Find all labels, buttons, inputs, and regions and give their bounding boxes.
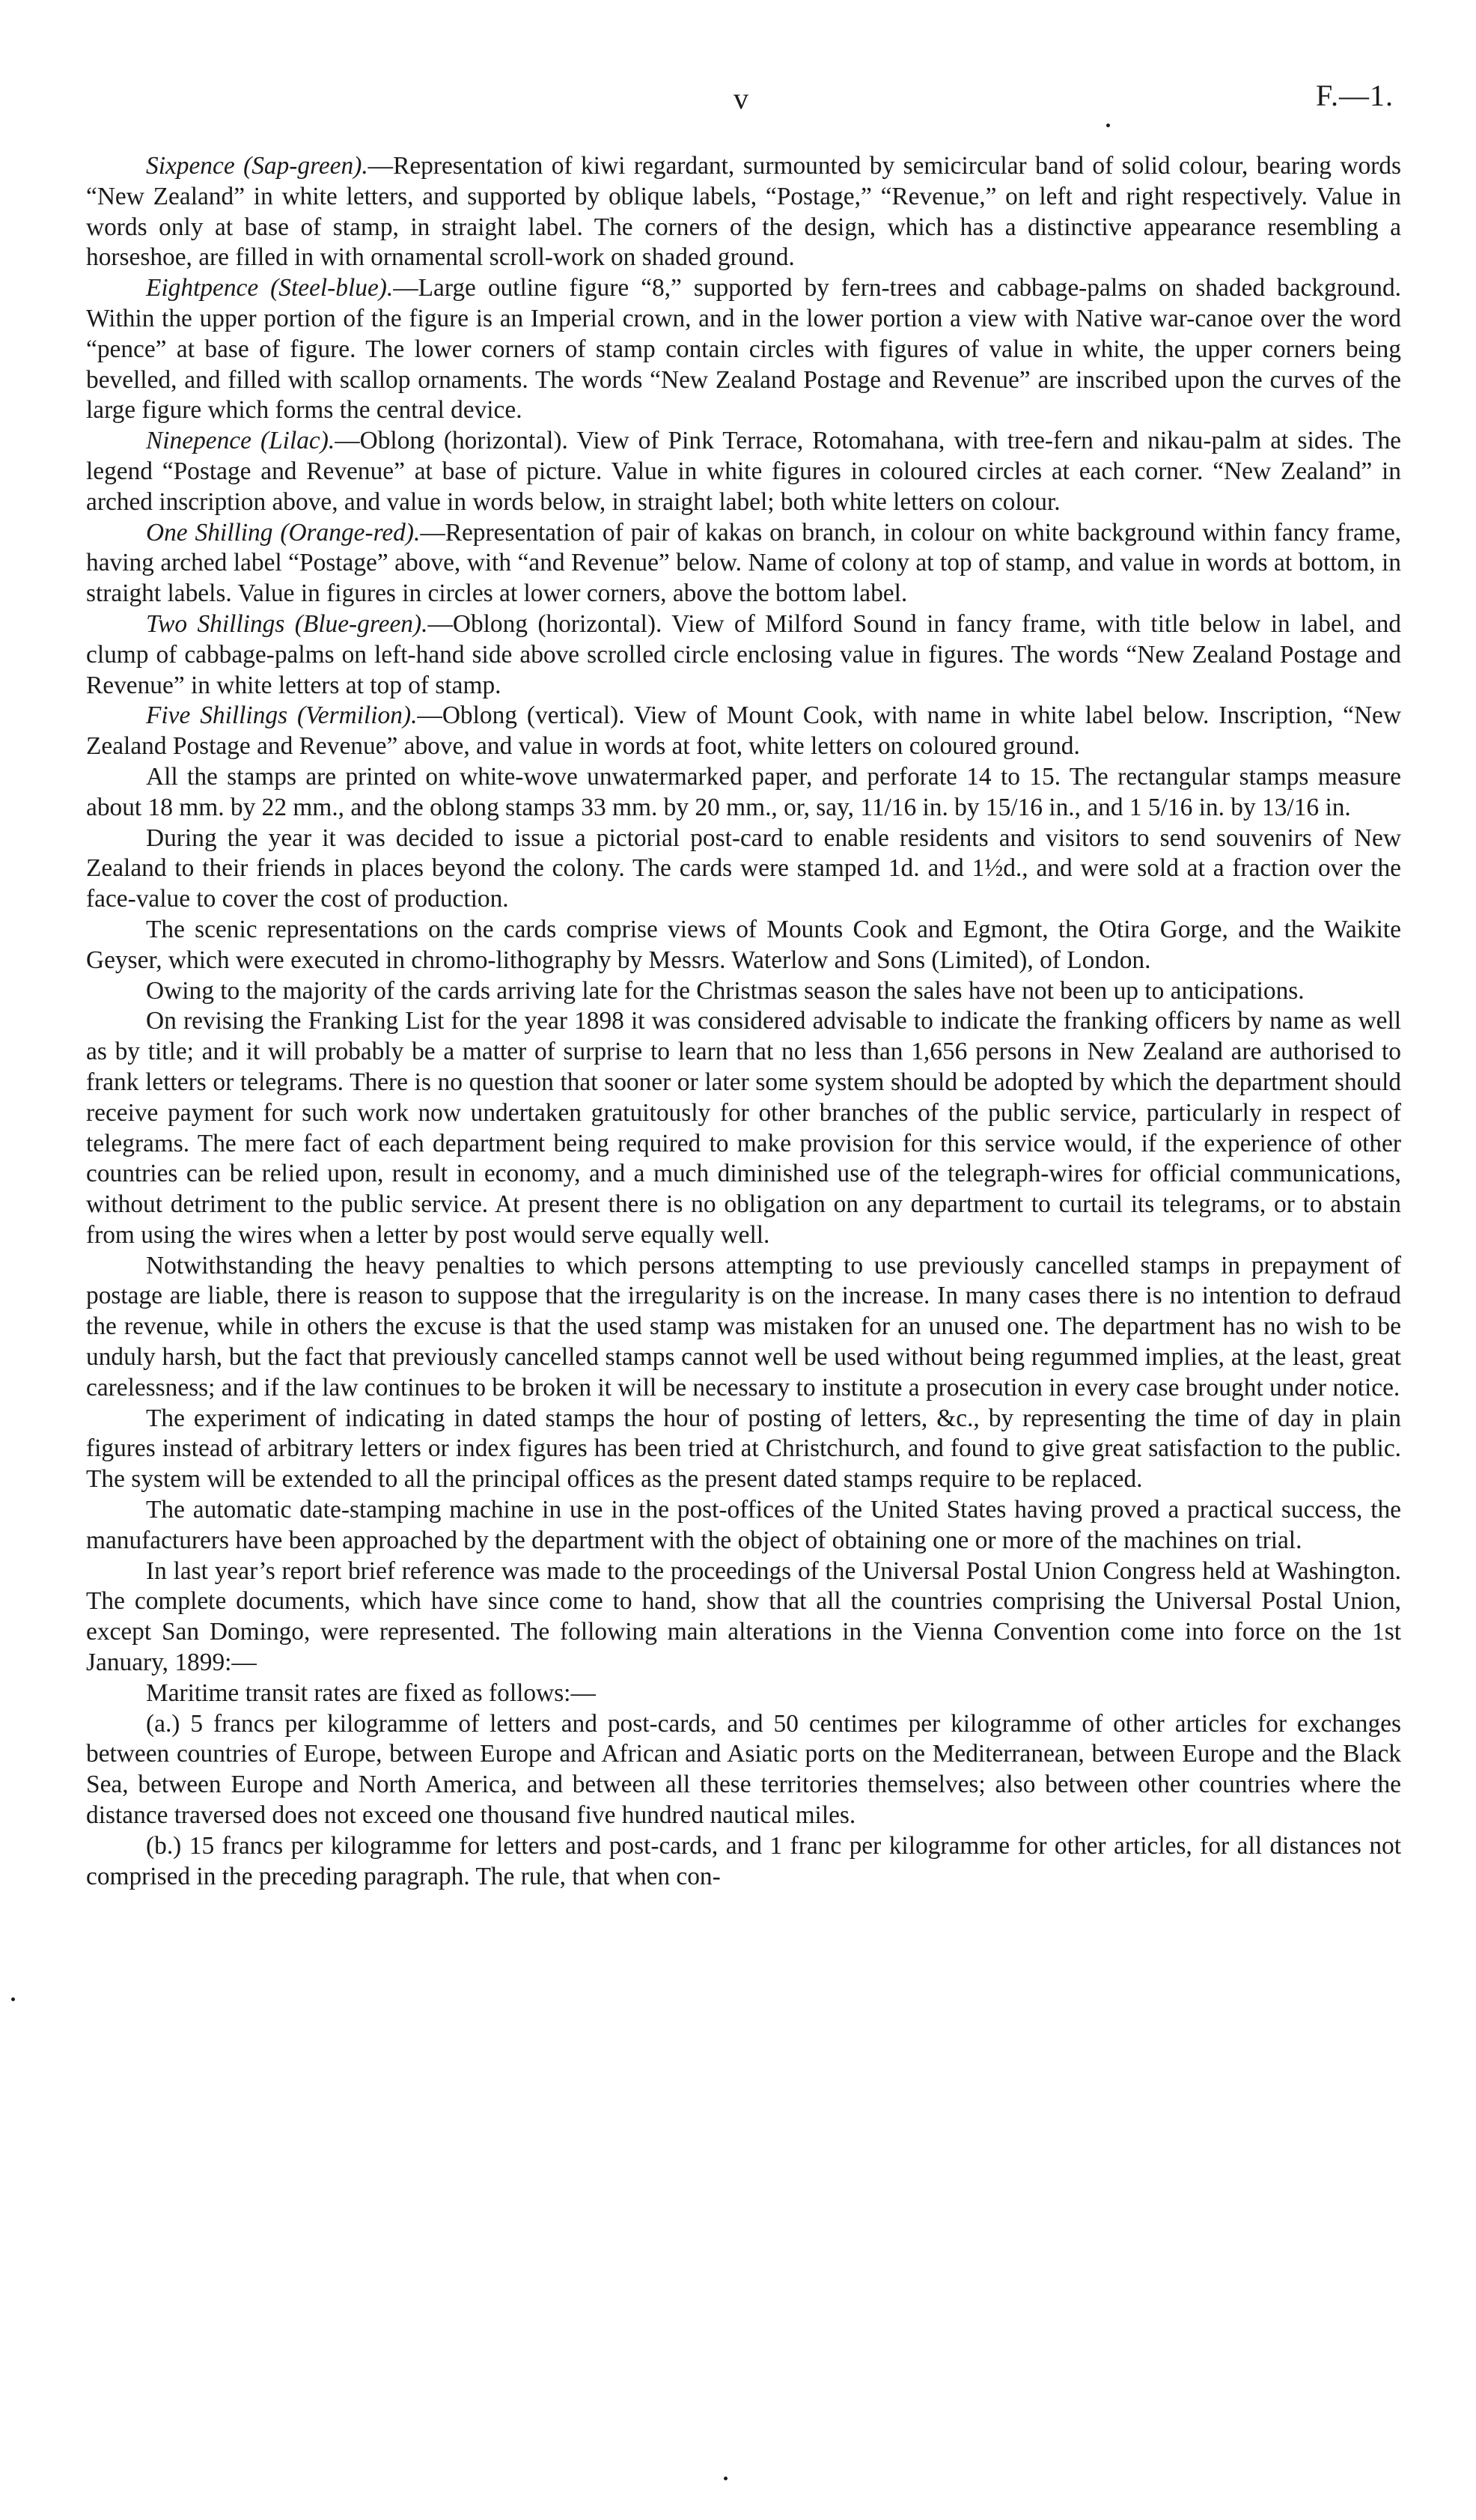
paragraph-lead: Ninepence (Lilac).: [146, 427, 335, 455]
paragraph-paper-perforation: [86, 762, 1401, 824]
paragraph-text: —Representation of kiwi regardant, surmounted by semicircular band of solid colour, bearing words “New Zealand” in white letters, and supported by oblique labels, “Postage,” “Revenue,” on left and right respectively. Value in words only at base of stamp, in straight label. The corners of the design, which has a distinctive appearance resembling a horseshoe, are filled in with ornamental scroll-work on shaded ground.: [86, 152, 1401, 272]
paragraph-rate-a: [86, 1709, 1401, 1831]
paragraph-pictorial-post-card: [86, 824, 1401, 915]
paragraph-sixpence: [86, 151, 1401, 273]
paragraph-text: (a.) 5 francs per kilogramme of letters and post-cards, and 50 centimes per kilogramme of other articles for exchanges between countries of Europe, between Europe and African and Asiatic ports on the Mediterranean, between Europe and the Black Sea, between Europe and North America, and between all these territories themselves; also between other countries where the distance traversed does not exceed one thousand five hundred nautical miles.: [86, 1709, 1401, 1830]
paragraph-postal-union-congress: [86, 1556, 1401, 1679]
paragraph-text: (b.) 15 francs per kilogramme for letters and post-cards, and 1 franc per kilogramme for other articles, for all distances not comprised in the preceding paragraph. The rule, that when con-: [86, 1831, 1401, 1890]
paragraph-two-shillings: [86, 609, 1401, 701]
paragraph-text: Notwithstanding the heavy penalties to which persons attempting to use previously cancelled stamps in prepayment of postage are liable, there is reason to suppose that the irregularity is on the increase. In many cases there is no intention to defraud the revenue, while in others the excuse is that the used stamp was mistaken for an unused one. The department has no wish to be unduly harsh, but the fact that previously cancelled stamps cannot well be used without being regummed implies, at the least, great carelessness; and if the law continues to be broken it will be necessary to institute a prosecution in every case brought under notice.: [86, 1251, 1401, 1401]
paragraph-lead: Five Shillings (Vermilion).: [146, 701, 418, 730]
paragraph-dated-stamps: [86, 1404, 1401, 1495]
paragraph-lead: Eightpence (Steel-blue).: [146, 274, 394, 302]
paragraph-date-stamping-machine: [86, 1495, 1401, 1556]
page-header: [86, 0, 1401, 115]
page-folio: v: [734, 82, 750, 115]
paragraph-text: The experiment of indicating in dated stamps the hour of posting of letters, &c., by representing the time of day in plain figures instead of arbitrary letters or index figures has been tried at Christchurch, and found to give great satisfaction to the public. The system will be extended to all the principal offices as the present dated stamps require to be replaced.: [86, 1404, 1401, 1494]
paragraph-lead: Two Shillings (Blue-green).: [146, 609, 428, 638]
paragraph-five-shillings: [86, 701, 1401, 762]
paragraph-eightpence: [86, 273, 1401, 426]
paragraph-text: Owing to the majority of the cards arriving late for the Christmas season the sales have not been up to anticipations.: [146, 976, 1305, 1005]
paragraph-one-shilling: [86, 518, 1401, 609]
paragraph-text: Maritime transit rates are fixed as follows:—: [146, 1679, 596, 1707]
print-speck: [724, 2477, 728, 2480]
paragraph-text: All the stamps are printed on white-wove unwatermarked paper, and perforate 14 to 15. The rectangular stamps measure about 18 mm. by 22 mm., and the oblong stamps 33 mm. by 20 mm., or, say, 11/16 in. by 15/16 in., and 1 5/16 in. by 13/16 in.: [86, 762, 1401, 821]
paragraph-scenic-representations: [86, 915, 1401, 976]
paragraph-text: —Oblong (vertical). View of Mount Cook, with name in white label below. Inscription, “New Zealand Postage and Revenue” above, and value in words at foot, white letters on coloured ground.: [86, 701, 1401, 761]
print-speck: [11, 1997, 15, 2001]
paragraph-maritime-rates: [86, 1679, 1401, 1709]
paragraph-lead: One Shilling (Orange-red).: [146, 518, 421, 547]
document-body: [86, 151, 1401, 1892]
print-speck: [1106, 124, 1110, 127]
paragraph-cancelled-stamps: [86, 1251, 1401, 1404]
paragraph-franking-list: [86, 1006, 1401, 1250]
paragraph-text: The scenic representations on the cards comprise views of Mounts Cook and Egmont, the Otira Gorge, and the Waikite Geyser, which were executed in chromo-lithography by Messrs. Waterlow and Sons (Limited), of London.: [86, 915, 1401, 974]
paragraph-lead: Sixpence (Sap-green).: [146, 152, 368, 180]
paragraph-christmas-sales: [86, 976, 1401, 1007]
paragraph-text: —Oblong (horizontal). View of Milford Sound in fancy frame, with title below in label, and clump of cabbage-palms on left-hand side above scrolled circle enclosing value in figures. The words “New Zealand Postage and Revenue” in white letters at top of stamp.: [86, 609, 1401, 699]
paragraph-text: The automatic date-stamping machine in use in the post-offices of the United States having proved a practical success, the manufacturers have been approached by the department with the object of obtaining one or more of the machines on trial.: [86, 1496, 1401, 1554]
paragraph-text: During the year it was decided to issue a pictorial post-card to enable residents and visitors to send souvenirs of New Zealand to their friends in places beyond the colony. The cards were stamped 1d. and 1½d., and were sold at a fraction over the face-value to cover the cost of production.: [86, 824, 1401, 913]
paragraph-ninepence: [86, 426, 1401, 517]
paragraph-text: —Representation of pair of kakas on branch, in colour on white background within fancy frame, having arched label “Postage” above, with “and Revenue” below. Name of colony at top of stamp, and value in words at bottom, in straight labels. Value in figures in circles at lower corners, above the bottom label.: [86, 518, 1401, 608]
paragraph-text: —Large outline figure “8,” supported by fern-trees and cabbage-palms on shaded background. Within the upper portion of the figure is an Imperial crown, and in the lower portion a view with Native war-canoe over the word “pence” at base of figure. The lower corners of stamp contain circles with figures of value in white, the upper corners being bevelled, and filled with scallop ornaments. The words “New Zealand Postage and Revenue” are inscribed upon the curves of the large figure which forms the central device.: [86, 274, 1402, 424]
paragraph-text: —Oblong (horizontal). View of Pink Terrace, Rotomahana, with tree-fern and nikau-palm at sides. The legend “Postage and Revenue” at base of picture. Value in white figures in coloured circles at each corner. “New Zealand” in arched inscription above, and value in words below, in straight label; both white letters on colour.: [86, 427, 1401, 516]
paragraph-text: In last year’s report brief reference was made to the proceedings of the Universal Postal Union Congress held at Washington. The complete documents, which have since come to hand, show that all the countries comprising the Universal Postal Union, except San Domingo, were represented. The following main alterations in the Vienna Convention come into force on the 1st January, 1899:—: [86, 1556, 1401, 1677]
paragraph-rate-b: [86, 1831, 1401, 1893]
paragraph-text: On revising the Franking List for the year 1898 it was considered advisable to indicate the franking officers by name as well as by title; and it will probably be a matter of surprise to learn that no less than 1,656 persons in New Zealand are authorised to frank letters or telegrams. There is no question that sooner or later some system should be adopted by which the department should receive payment for such work now undertaken gratuitously for other branches of the public service, particularly in respect of telegrams. The mere fact of each department being required to make provision for this service would, if the experience of other countries can be relied upon, result in economy, and a much diminished use of the telegraph-wires for official communications, without detriment to the public service. At present there is no obligation on any department to curtail its telegrams, or to abstain from using the wires when a letter by post would serve equally well.: [86, 1007, 1401, 1249]
document-reference: F.—1.: [1315, 79, 1394, 112]
